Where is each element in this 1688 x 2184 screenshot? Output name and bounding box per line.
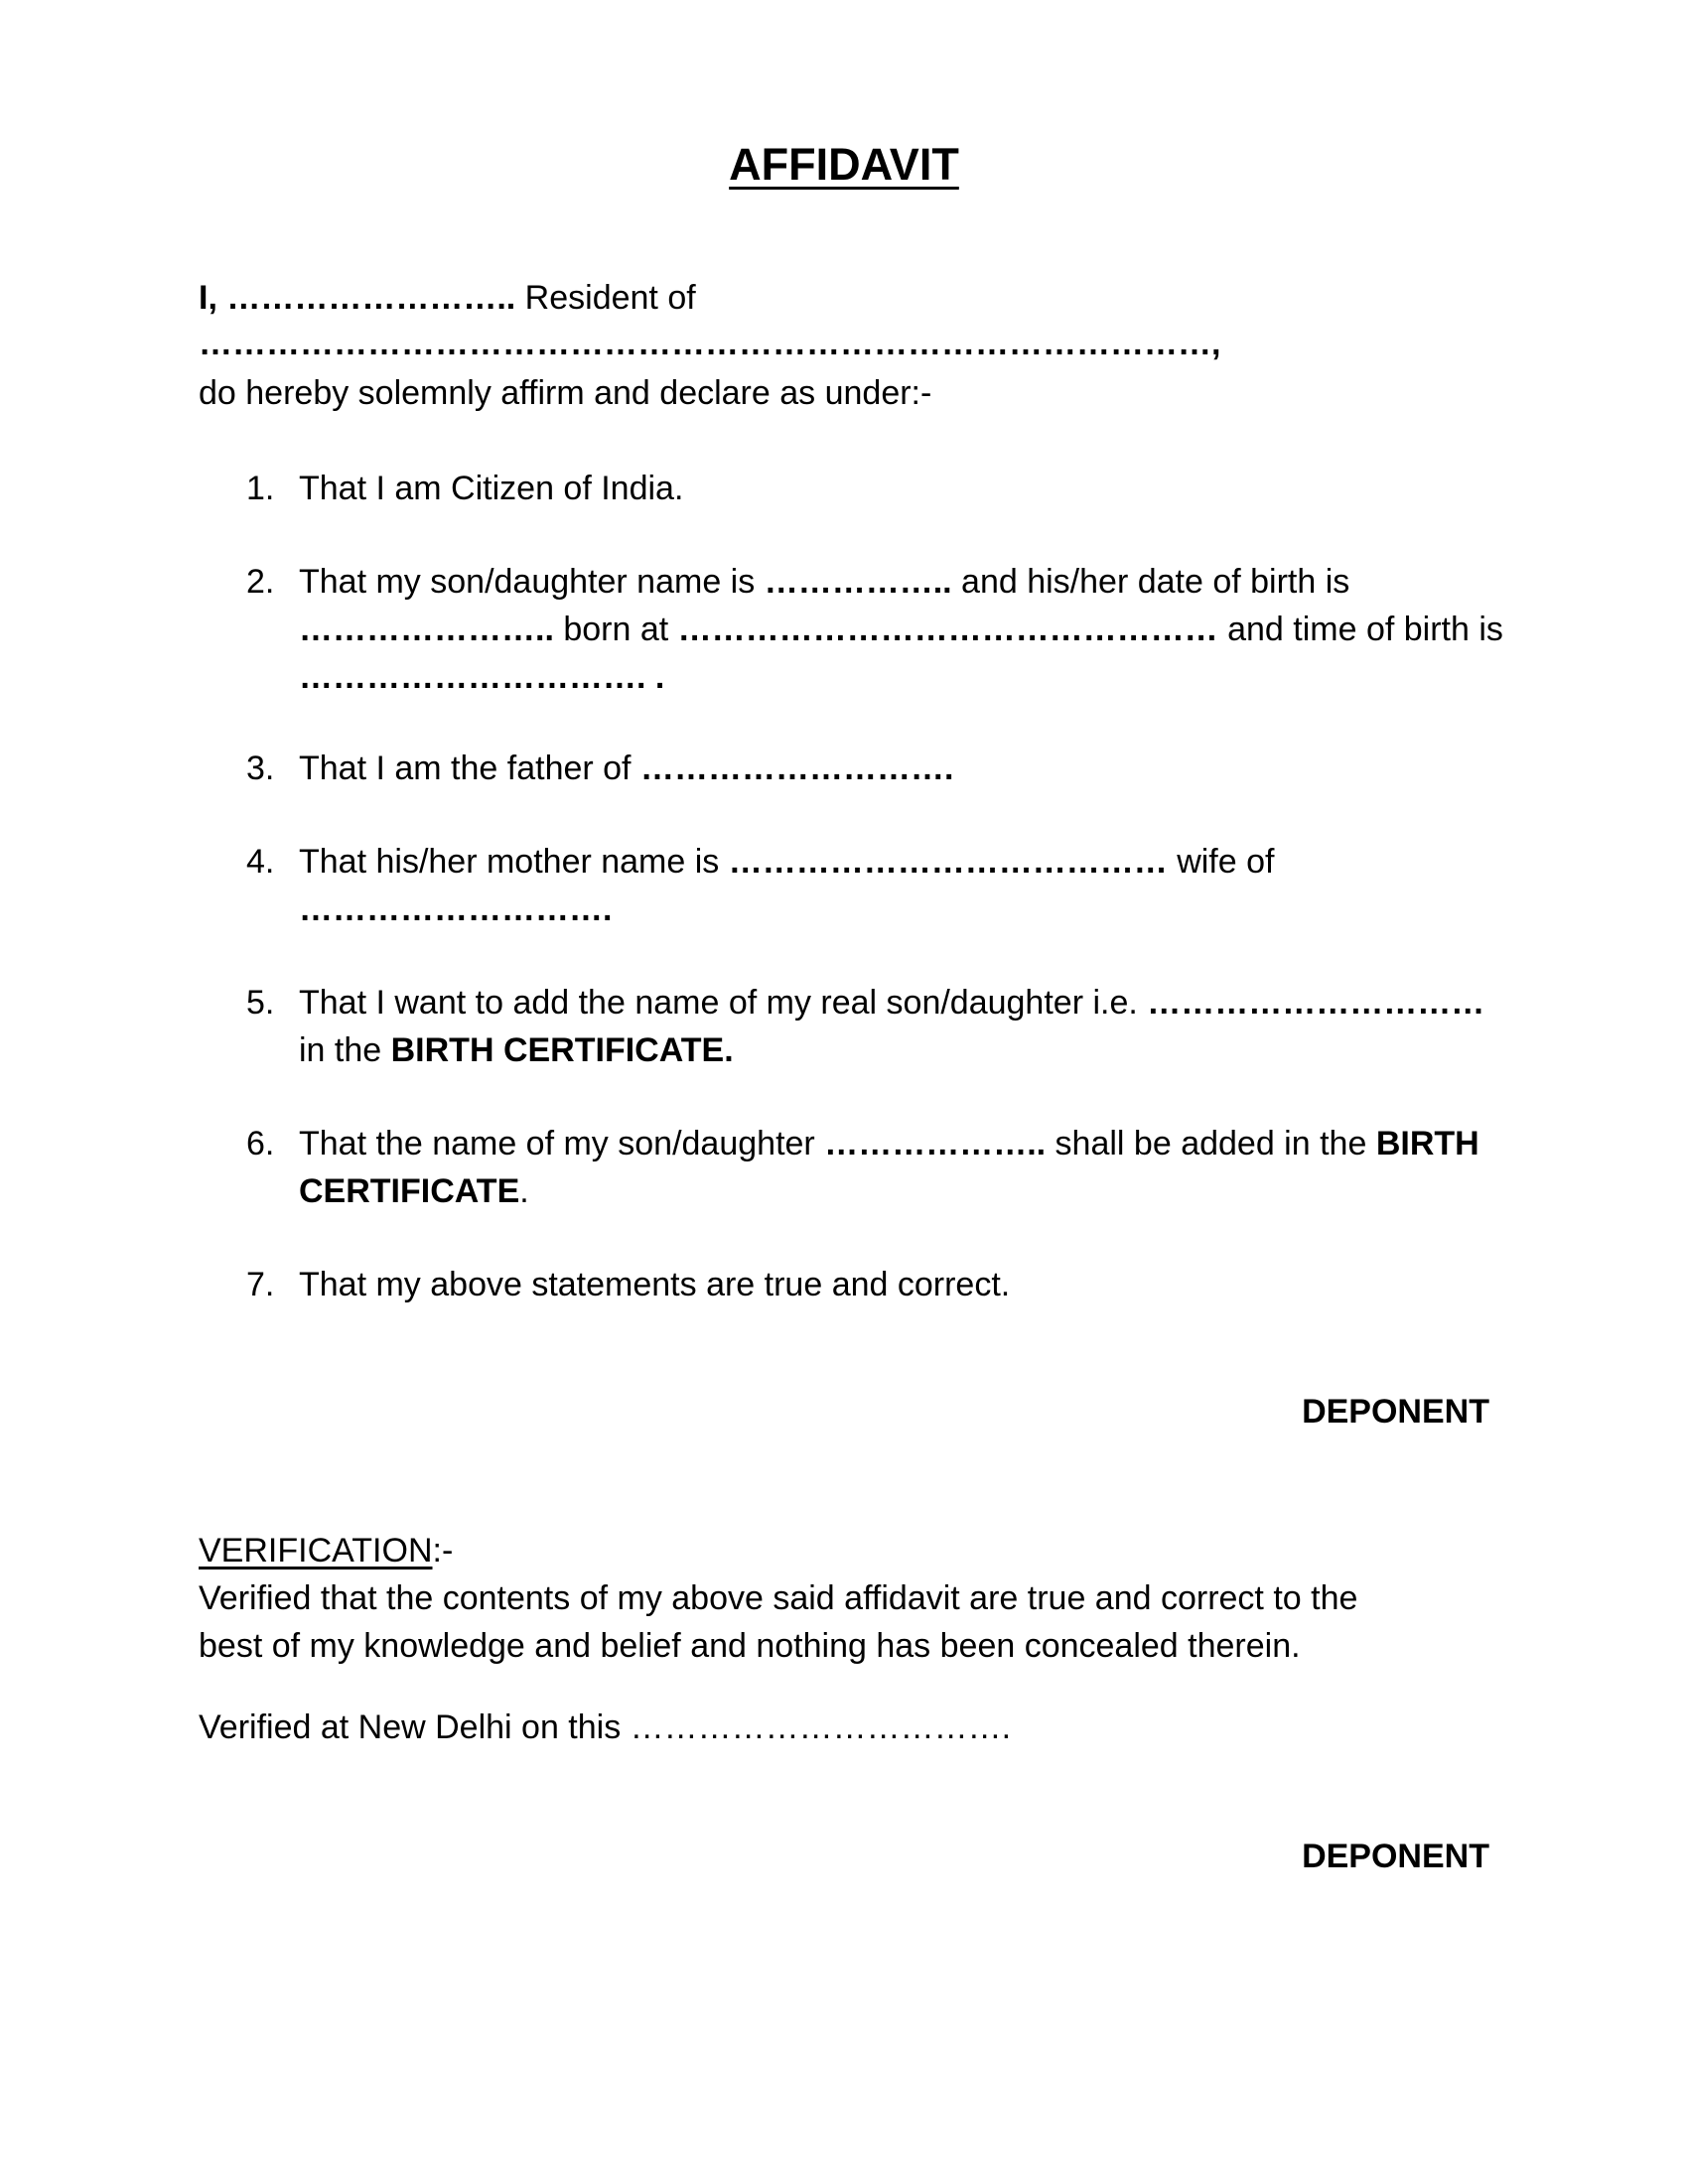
document-title: AFFIDAVIT	[729, 139, 959, 190]
fill-in-blank: ……………..	[764, 563, 952, 601]
item-text: That my son/daughter name is	[299, 563, 765, 601]
item-text: That his/her mother name is	[299, 843, 729, 881]
verification-heading-suffix: :-	[432, 1532, 454, 1570]
item-text: in the	[299, 1031, 391, 1069]
fill-in-blank: …………………………	[1147, 984, 1485, 1022]
item-text-line	[299, 653, 664, 701]
item-text-line	[299, 465, 683, 512]
verification-heading-text: VERIFICATION	[199, 1532, 433, 1570]
item-text: That the name of my son/daughter	[299, 1125, 825, 1162]
fill-in-blank: …………………..	[299, 611, 554, 648]
item-text: and time of birth is	[1217, 611, 1503, 648]
fill-in-blank: …………………………………	[728, 843, 1168, 881]
fill-in-blank: …………………………. .	[299, 658, 665, 696]
item-text-line	[299, 1026, 734, 1074]
item-text: born at	[553, 611, 678, 648]
item-text: and his/her date of birth is	[951, 563, 1350, 601]
verification-text-line-2: best of my knowledge and belief and nothing has been concealed therein.	[199, 1627, 1301, 1665]
resident-of-label: Resident of	[515, 279, 696, 317]
declare-line: do hereby solemnly affirm and declare as under:-	[199, 374, 932, 412]
item-text-line	[299, 745, 953, 792]
fill-in-blank: CERTIFICATE	[299, 1172, 520, 1210]
deponent-signature-2: DEPONENT	[1302, 1838, 1489, 1875]
item-text-line	[299, 558, 1349, 606]
verification-text-line-1: Verified that the contents of my above said affidavit are true and correct to the	[199, 1579, 1358, 1617]
item-number: 4.	[246, 843, 275, 881]
item-text: wife of	[1167, 843, 1275, 881]
item-text-line	[299, 1120, 1479, 1167]
item-text-line	[299, 606, 1503, 653]
fill-in-blank: ………………..	[824, 1125, 1047, 1162]
fill-in-blank: …………………………………………	[677, 611, 1218, 648]
item-number: 7.	[246, 1266, 275, 1303]
item-text: shall be added in the	[1046, 1125, 1376, 1162]
intro-name-line	[199, 274, 696, 322]
fill-in-blank: ……………………….	[639, 750, 954, 787]
item-text-line	[299, 979, 1484, 1026]
item-text: That I am Citizen of India.	[299, 470, 684, 507]
address-blank-line: ………………………………………………………………………………,	[199, 325, 1221, 362]
item-text-line	[299, 1261, 1010, 1308]
item-number: 5.	[246, 984, 275, 1022]
item-text: .	[519, 1172, 529, 1210]
verification-place-date: Verified at New Delhi on this …………………………….	[199, 1708, 1012, 1746]
item-text: That my above statements are true and correct.	[299, 1266, 1011, 1303]
item-number: 1.	[246, 470, 275, 507]
item-number: 3.	[246, 750, 275, 787]
item-text-line	[299, 1167, 529, 1215]
fill-in-blank: BIRTH	[1375, 1125, 1479, 1162]
deponent-name-blank: I, ……………………..	[199, 279, 516, 317]
fill-in-blank: ……………………….	[299, 890, 613, 928]
item-number: 6.	[246, 1125, 275, 1162]
item-text: That I want to add the name of my real son/daughter i.e.	[299, 984, 1148, 1022]
item-text-line	[299, 886, 612, 933]
deponent-signature-1: DEPONENT	[1302, 1393, 1489, 1431]
verification-heading	[199, 1527, 453, 1574]
item-text-line	[299, 838, 1274, 886]
item-text: That I am the father of	[299, 750, 640, 787]
fill-in-blank: BIRTH CERTIFICATE.	[390, 1031, 734, 1069]
item-number: 2.	[246, 563, 275, 601]
